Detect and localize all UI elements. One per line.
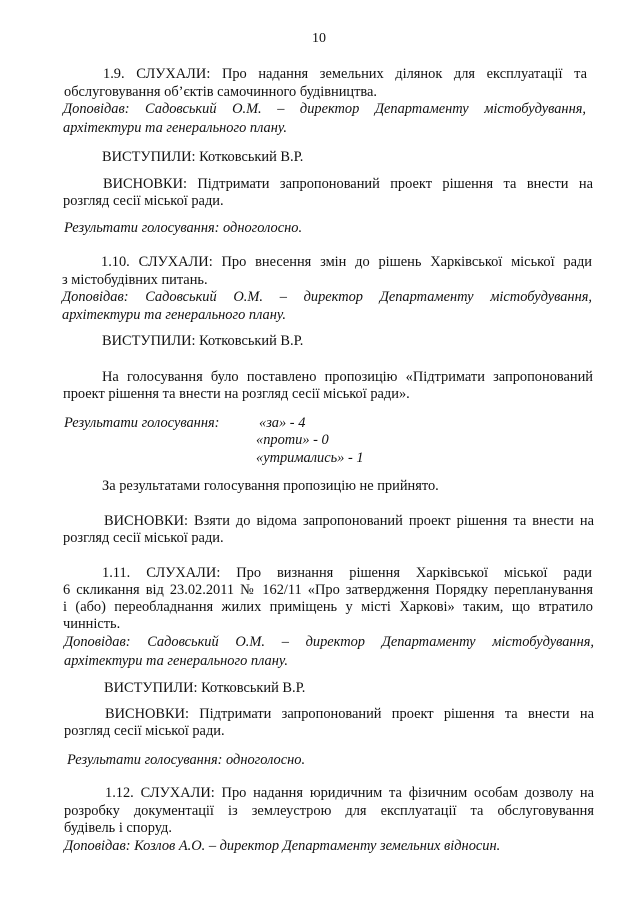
text-line: 1.10. СЛУХАЛИ: Про внесення змін до рішень Харківської міської ради: [101, 254, 592, 270]
text-line: Результати голосування:: [64, 415, 220, 431]
text-line: розробку документації із землеустрою для експлуатації та обслуговування: [64, 803, 594, 819]
text-line: ВИСТУПИЛИ: Котковський В.Р.: [104, 680, 306, 696]
text-line: розгляд сесії міської ради.: [64, 723, 225, 739]
text-line: з містобудівних питань.: [62, 272, 208, 288]
text-line: ВИСТУПИЛИ: Котковський В.Р.: [102, 149, 304, 165]
text-line: Доповідав: Козлов А.О. – директор Департаменту земельних відносин.: [64, 838, 501, 854]
text-line: 6 скликання від 23.02.2011 № 162/11 «Про затвердження Порядку перепланування: [63, 582, 593, 598]
text-line: «утримались» - 1: [256, 450, 364, 466]
text-line: будівель і споруд.: [64, 820, 172, 836]
text-line: «за» - 4: [259, 415, 306, 431]
text-line: 1.11. СЛУХАЛИ: Про визнання рішення Харківської міської ради: [102, 565, 592, 581]
text-line: «проти» - 0: [256, 432, 329, 448]
text-line: Результати голосування: одноголосно.: [67, 752, 306, 768]
text-line: архітектури та генерального плану.: [63, 120, 287, 136]
text-line: Доповідав: Садовський О.М. – директор Департаменту містобудування,: [62, 289, 592, 305]
text-line: розгляд сесії міської ради.: [63, 530, 224, 546]
text-line: 1.9. СЛУХАЛИ: Про надання земельних ділянок для експлуатації та: [103, 66, 587, 82]
text-line: 1.12. СЛУХАЛИ: Про надання юридичним та фізичним особам дозволу на: [105, 785, 594, 801]
text-line: ВИСНОВКИ: Підтримати запропонований проект рішення та внести на: [103, 176, 593, 192]
text-line: чинність.: [63, 616, 121, 632]
text-line: обслуговування об’єктів самочинного будівництва.: [64, 84, 378, 100]
text-line: Результати голосування: одноголосно.: [64, 220, 303, 236]
text-line: За результатами голосування пропозицію не прийнято.: [102, 478, 439, 494]
text-line: Доповідав: Садовський О.М. – директор Департаменту містобудування,: [63, 101, 586, 117]
text-line: Доповідав: Садовський О.М. – директор Департаменту містобудування,: [64, 634, 594, 650]
text-line: ВИСНОВКИ: Підтримати запропонований проект рішення та внести на: [105, 706, 594, 722]
text-line: ВИСТУПИЛИ: Котковський В.Р.: [102, 333, 304, 349]
text-line: розгляд сесії міської ради.: [63, 193, 224, 209]
page-number: 10: [312, 31, 326, 46]
text-line: архітектури та генерального плану.: [62, 307, 286, 323]
text-line: ВИСНОВКИ: Взяти до відома запропонований проект рішення та внести на: [104, 513, 594, 529]
text-line: проект рішення та внести на розгляд сесії міської ради».: [63, 386, 410, 402]
text-line: і (або) переобладнання жилих приміщень у місті Харкові» таким, що втратило: [63, 599, 593, 615]
text-line: На голосування було поставлено пропозицію «Підтримати запропонований: [102, 369, 593, 385]
text-line: архітектури та генерального плану.: [64, 653, 288, 669]
